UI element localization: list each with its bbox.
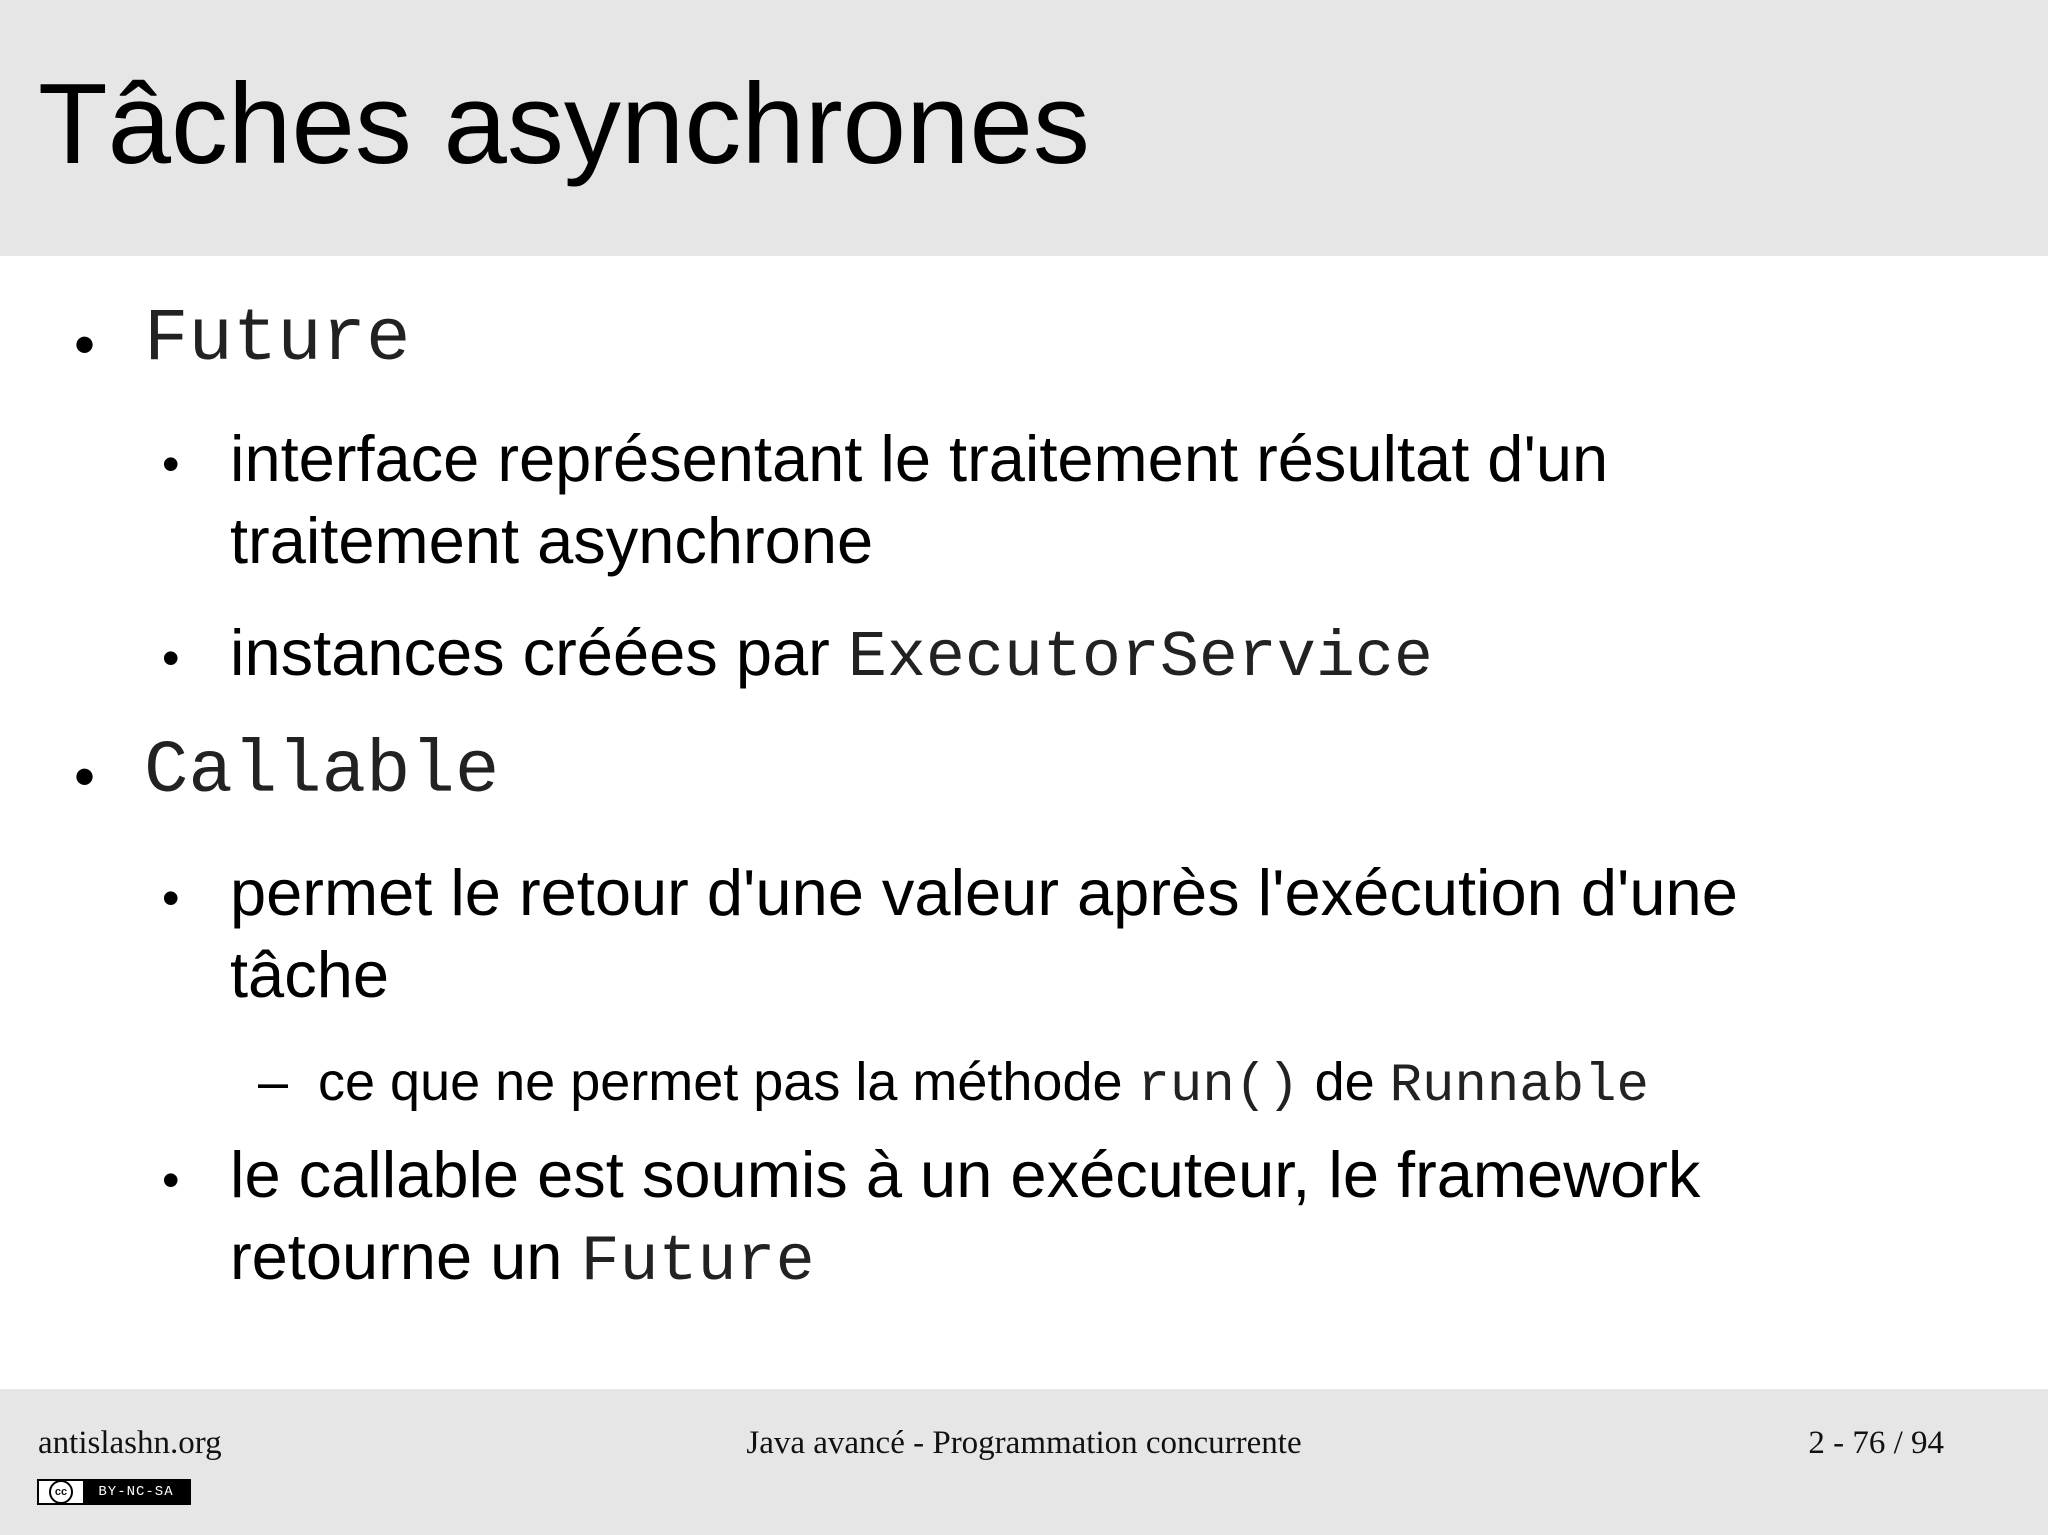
sub-item-text-line: tâche [230,938,390,1011]
sub-item-interface [230,418,1608,582]
sub-item-callable-soumis [230,1134,1700,1303]
bullet-marker: • [162,1152,180,1208]
slide-footer [0,1389,2048,1535]
code-run: run() [1137,1056,1300,1117]
footer-course-title: Java avancé - Programmation concurrente [746,1425,1302,1461]
code-executorservice: ExecutorService [847,621,1433,695]
sub-item-text-line: traitement asynchrone [230,504,874,577]
code-callable: Callable [144,730,500,814]
sub-sub-item-text: de [1299,1052,1390,1112]
sub-item-instances [230,612,1433,699]
license-badge [37,1479,191,1505]
sub-item-text: instances créées par [230,616,848,689]
footer-site: antislashn.org [38,1425,222,1461]
bullet-marker: • [162,870,180,926]
list-item-future [144,300,410,380]
footer-page-number: 2 - 76 / 94 [1808,1425,1944,1461]
cc-icon: cc [39,1481,83,1503]
slide-title: Tâches asynchrones [38,61,1090,188]
code-runnable: Runnable [1389,1056,1649,1117]
bullet-marker: • [162,436,180,492]
sub-item-text-line: le callable est soumis à un exécuteur, le framework [230,1138,1701,1211]
code-future: Future [144,298,411,382]
code-future: Future [580,1225,815,1299]
dash-marker: – [258,1052,289,1112]
bullet-marker: • [74,743,96,810]
sub-item-text-line: permet le retour d'une valeur après l'exécution d'une [230,856,1738,929]
slide-content [0,256,2048,1386]
sub-sub-item-text: ce que ne permet pas la méthode [318,1052,1138,1112]
sub-item-text-line: retourne un Future [230,1220,815,1299]
bullet-marker: • [162,630,180,686]
license-text: BY-NC-SA [83,1481,189,1503]
bullet-marker: • [74,311,96,378]
list-item-callable [144,732,499,812]
slide-header [0,0,2048,256]
sub-item-permet [230,852,1738,1016]
sub-item-text-line: interface représentant le traitement résultat d'un [230,422,1609,495]
sub-sub-item-run [318,1050,1649,1119]
